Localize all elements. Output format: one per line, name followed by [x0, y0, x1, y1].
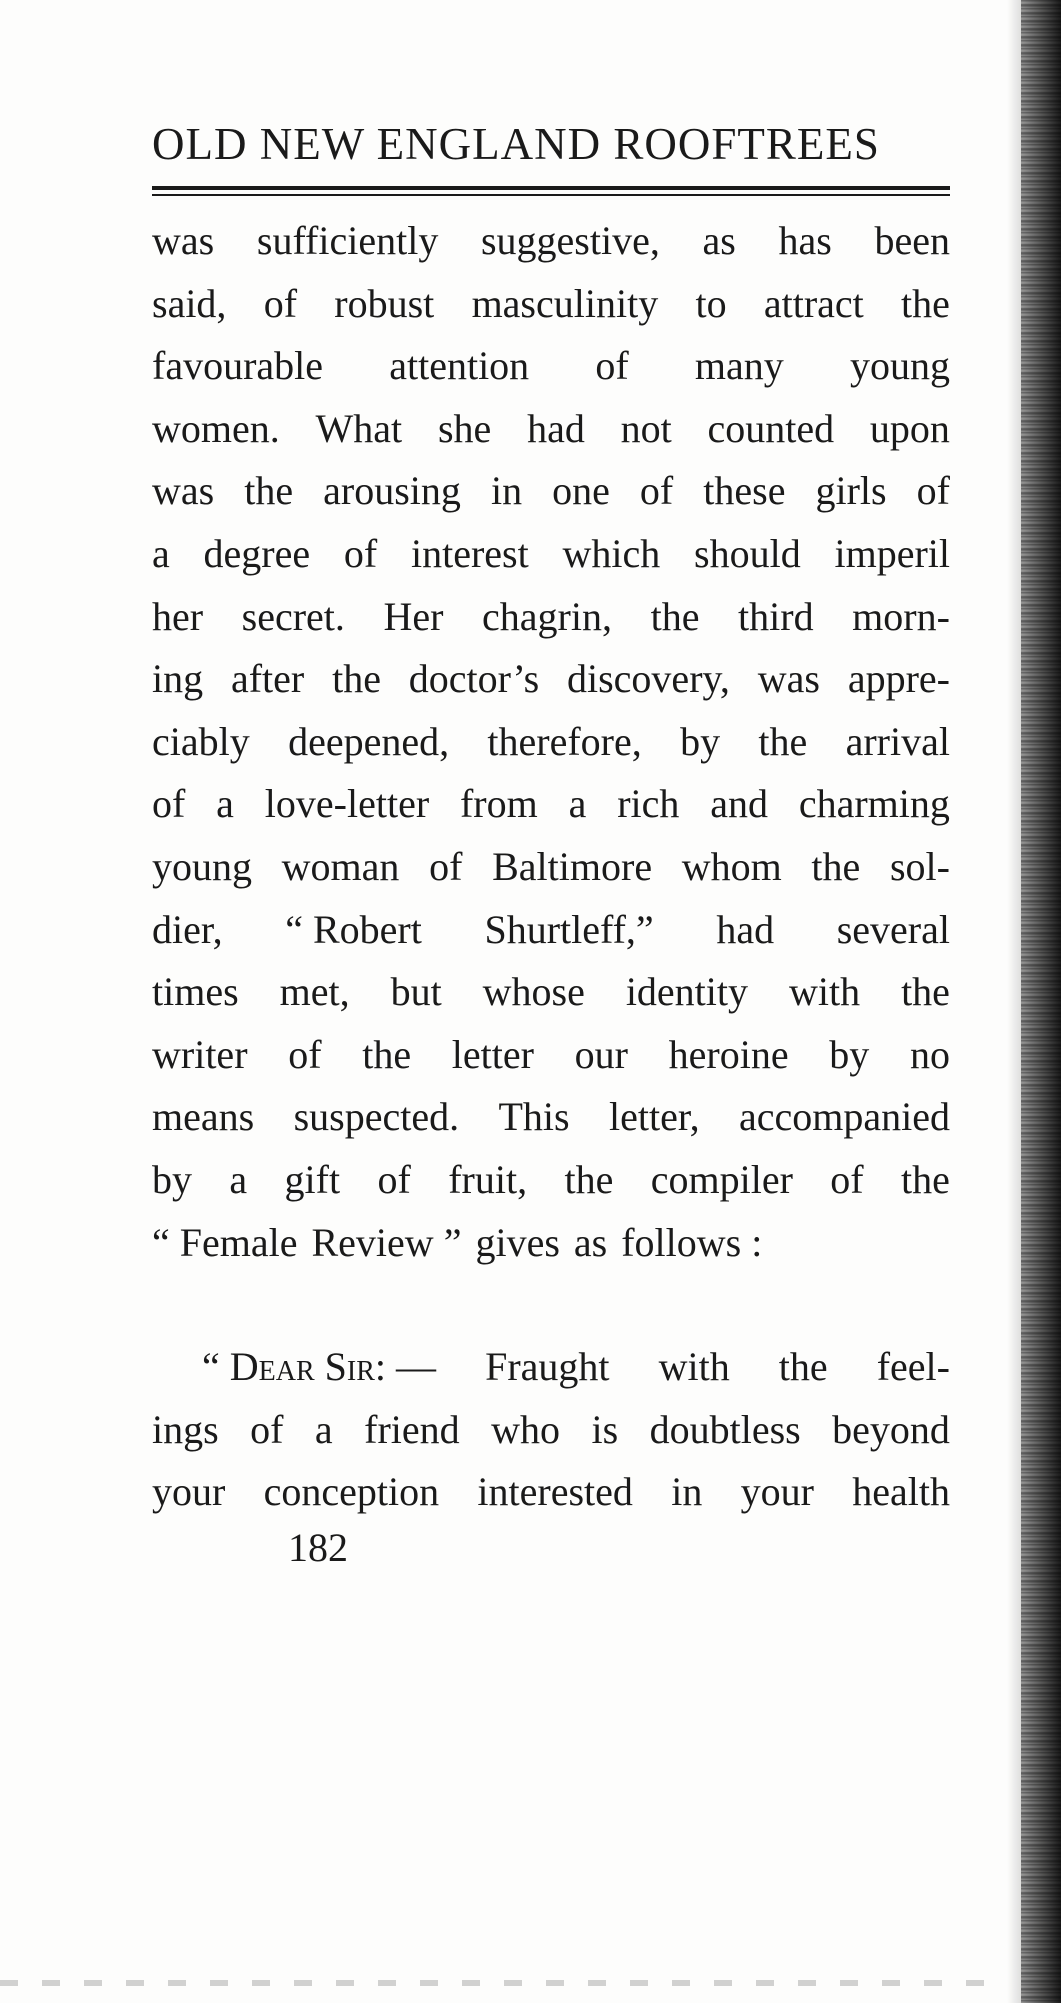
word: attract	[763, 280, 864, 326]
word: heroine	[668, 1031, 789, 1077]
word: with	[788, 969, 861, 1015]
word: of	[288, 1031, 322, 1077]
word: favourable	[152, 343, 324, 389]
word: of	[152, 781, 186, 827]
word: dier,	[152, 906, 223, 952]
word: charming	[798, 781, 950, 827]
gutter-shadow	[1007, 0, 1021, 2003]
word: discovery,	[567, 656, 730, 702]
word: the	[758, 718, 808, 764]
scan-specks	[0, 1980, 1000, 1986]
salutation-text: Dear Sir	[229, 1344, 375, 1389]
word: by	[680, 718, 721, 764]
word: feel-	[876, 1344, 950, 1389]
word: conception	[263, 1469, 440, 1515]
word: has	[778, 218, 832, 263]
word: met,	[279, 969, 350, 1015]
word: several	[836, 906, 950, 952]
word: doctor’s	[408, 656, 540, 702]
word: not	[620, 405, 672, 451]
word: a	[229, 1156, 248, 1202]
word: suspected.	[293, 1094, 460, 1140]
word: our	[574, 1031, 628, 1077]
word: the	[901, 280, 950, 326]
word: young	[152, 843, 252, 889]
word: been	[874, 218, 950, 263]
word: after	[230, 656, 305, 702]
word: of	[830, 1156, 864, 1202]
word: doubtless	[649, 1406, 801, 1452]
word: counted	[707, 405, 835, 451]
text-line	[152, 586, 950, 649]
word: letter	[451, 1031, 534, 1077]
word: appre-	[847, 656, 950, 702]
word: degree	[203, 530, 311, 576]
word: deepened,	[288, 718, 450, 764]
word: was	[152, 218, 215, 263]
word: follows :	[621, 1219, 763, 1265]
word: friend	[364, 1406, 460, 1452]
word: love-letter	[264, 781, 430, 827]
word: young	[850, 343, 950, 389]
word: by	[829, 1031, 870, 1077]
word: accompanied	[738, 1094, 950, 1140]
word: from	[459, 781, 538, 827]
word: beyond	[832, 1406, 950, 1452]
word: the	[811, 843, 861, 889]
word: robust	[334, 280, 435, 326]
word: no	[909, 1031, 950, 1077]
word: rich	[617, 781, 680, 827]
word: girls	[815, 468, 887, 514]
word: of	[343, 530, 378, 576]
word: as	[573, 1219, 608, 1265]
word: ing	[152, 656, 204, 702]
word: said,	[152, 280, 227, 326]
word: her	[152, 593, 204, 639]
word: your	[740, 1469, 814, 1515]
word: whose	[482, 969, 585, 1015]
word: woman	[281, 843, 400, 889]
word: the	[564, 1156, 614, 1202]
text-line	[152, 836, 950, 899]
text-line	[152, 899, 950, 962]
word: fruit,	[448, 1156, 528, 1202]
word: Fraught	[485, 1344, 610, 1389]
word: of	[263, 280, 298, 326]
text-line	[152, 1024, 950, 1087]
text-line	[152, 773, 950, 836]
word: whom	[681, 843, 782, 889]
body-paragraph	[152, 210, 950, 1274]
word: identity	[625, 969, 749, 1015]
binding-edge	[1021, 0, 1061, 2003]
word: had	[716, 906, 775, 952]
letter-salutation: “ Dear Sir: —	[202, 1344, 437, 1389]
page-number: 182	[288, 1525, 348, 1570]
word: This	[498, 1094, 570, 1140]
word: attention	[389, 343, 530, 389]
text-line	[152, 398, 950, 461]
word: third	[738, 593, 814, 639]
word: Review ”	[311, 1219, 462, 1265]
word: the	[650, 593, 700, 639]
word: upon	[869, 405, 950, 451]
word: these	[703, 468, 786, 514]
word: a	[152, 530, 170, 576]
word: and	[710, 781, 768, 827]
text-line	[152, 961, 950, 1024]
word: the	[778, 1344, 828, 1389]
word: a	[568, 781, 587, 827]
word: one	[552, 468, 610, 514]
word: the	[244, 468, 294, 514]
word: means	[152, 1094, 255, 1140]
word: Baltimore	[492, 843, 653, 889]
word: of	[916, 468, 950, 514]
word: ciably	[152, 718, 250, 764]
text-line	[152, 460, 950, 523]
word: of	[595, 343, 629, 389]
text-line	[152, 210, 950, 273]
word: writer	[152, 1031, 248, 1077]
letter-line	[152, 1399, 950, 1462]
word: was	[152, 468, 215, 514]
word: arrival	[845, 718, 950, 764]
word: which	[562, 530, 661, 576]
word: ings	[152, 1406, 219, 1452]
word: therefore,	[487, 718, 642, 764]
word: chagrin,	[482, 593, 612, 639]
word: your	[152, 1469, 226, 1515]
word: as	[702, 218, 736, 263]
word: interest	[410, 530, 529, 576]
text-line	[152, 1149, 950, 1212]
word: What	[315, 405, 403, 451]
word: health	[852, 1469, 950, 1515]
letter-quote	[152, 1336, 950, 1524]
text-line	[152, 523, 950, 586]
word: had	[527, 405, 585, 451]
word: in	[671, 1469, 703, 1515]
word: women.	[152, 405, 280, 451]
word: morn-	[852, 593, 950, 639]
word: imperil	[834, 530, 950, 576]
word: gives	[475, 1219, 560, 1265]
text-line	[152, 648, 950, 711]
header-rule-thick	[152, 186, 950, 190]
word: should	[694, 530, 801, 576]
word: with	[658, 1344, 730, 1389]
word: sufficiently	[256, 218, 439, 263]
word: suggestive,	[480, 218, 660, 263]
word: was	[757, 656, 820, 702]
text-line	[152, 335, 950, 398]
word: times	[152, 969, 239, 1015]
word: letter,	[609, 1094, 700, 1140]
letter-first-line	[152, 1336, 950, 1399]
text-line	[152, 711, 950, 774]
header-rule-thin	[152, 194, 950, 196]
word: the	[332, 656, 381, 702]
word: compiler	[650, 1156, 793, 1202]
word: masculinity	[471, 280, 659, 326]
word: a	[216, 781, 234, 827]
word: is	[591, 1406, 619, 1452]
running-head: OLD NEW ENGLAND ROOFTREES	[152, 119, 880, 169]
word: “ Female	[152, 1219, 298, 1265]
word: the	[362, 1031, 412, 1077]
word: arousing	[323, 468, 461, 514]
word: of	[250, 1406, 284, 1452]
word: of	[429, 843, 463, 889]
word: she	[437, 405, 492, 451]
word: Shurtleff,”	[484, 906, 654, 952]
word: many	[694, 343, 784, 389]
word: “ Robert	[285, 906, 422, 952]
word: of	[377, 1156, 411, 1202]
word: by	[152, 1156, 192, 1202]
text-line	[152, 273, 950, 336]
word: Her	[383, 593, 444, 639]
text-line	[152, 1212, 950, 1275]
word: in	[490, 468, 523, 514]
word: gift	[284, 1156, 341, 1202]
word: interested	[477, 1469, 633, 1515]
word: but	[390, 969, 442, 1015]
text-line	[152, 1086, 950, 1149]
word: who	[491, 1406, 560, 1452]
word: sol-	[889, 843, 950, 889]
word: the	[901, 1156, 950, 1202]
letter-lines	[152, 1399, 950, 1524]
word: a	[314, 1406, 333, 1452]
word: secret.	[241, 593, 345, 639]
letter-line	[152, 1461, 950, 1524]
word: to	[695, 280, 727, 326]
word: of	[639, 468, 674, 514]
word: the	[901, 969, 950, 1015]
